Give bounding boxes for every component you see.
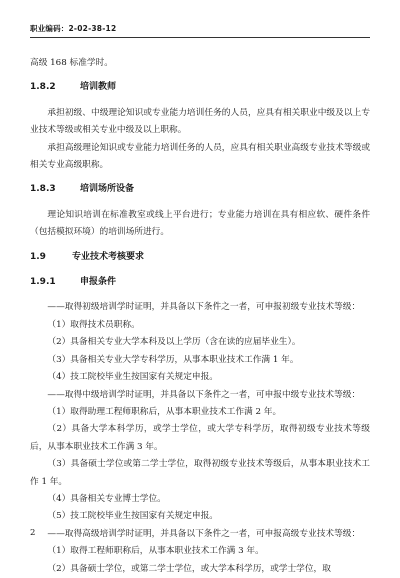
section-heading	[30, 249, 370, 266]
paragraph: （2）具备相关专业大学本科及以上学历（含在读的应届毕业生）。	[47, 337, 301, 348]
section-number: 1.9	[30, 251, 46, 262]
section-title: 培训教师	[80, 82, 117, 93]
page-body	[30, 55, 370, 578]
paragraph: （3）具备硕士学位或第二学士学位，取得初级专业技术等级后，从事本职业技术工作 1 年。	[30, 459, 370, 487]
paragraph: 高级 168 标准学时。	[30, 58, 113, 68]
paragraph: （1）取得工程师职称后，从事本职业技术工作满 3 年。	[47, 546, 264, 557]
header-rule	[30, 37, 370, 38]
paragraph: （2）具备大学本科学历，或学士学位，或大学专科学历，取得初级专业技术等级后，从事本职业技术工作满 3 年。	[30, 424, 370, 452]
paragraph: （1）取得助理工程师职称后，从事本职业技术工作满 2 年。	[47, 406, 282, 417]
section-number: 1.8.3	[30, 184, 56, 195]
paragraph: ——取得高级培训学时证明，并具备以下条件之一者，可申报高级专业技术等级：	[47, 528, 361, 539]
paragraph: （4）具备相关专业博士学位。	[47, 493, 166, 504]
section-heading	[30, 274, 370, 291]
section-heading	[30, 79, 370, 96]
paragraph: 理论知识培训在标准教室或线上平台进行；专业能力培训在具有相应软、硬件条件（包括模拟环境）的培训场所进行。	[30, 209, 370, 238]
paragraph: （5）技工院校毕业生按国家有关规定申报。	[47, 511, 218, 522]
paragraph: （4）技工院校毕业生按国家有关规定申报。	[47, 372, 218, 383]
section-title: 申报条件	[80, 277, 117, 288]
paragraph: （2）具备硕士学位，或第二学士学位，或大学本科学历，或学士学位，取	[47, 563, 331, 574]
paragraph: ——取得中级培训学时证明，并具备以下条件之一者，可申报中级专业技术等级：	[47, 389, 361, 400]
paragraph: 承担高级理论知识或专业能力培训任务的人员，应具有相关职业高级专业技术等级或相关专业高级职称。	[30, 142, 370, 171]
section-title: 专业技术考核要求	[72, 251, 145, 262]
occupation-code-header: 职业编码：2-02-38-12	[30, 24, 117, 33]
section-heading	[30, 181, 370, 198]
section-number: 1.9.1	[30, 277, 56, 288]
paragraph: （3）具备相关专业大学专科学历，从事本职业技术工作满 1 年。	[47, 354, 299, 365]
section-title: 培训场所设备	[80, 184, 135, 195]
paragraph: （1）取得技术员职称。	[47, 319, 140, 330]
paragraph: ——取得初级培训学时证明，并具备以下条件之一者，可申报初级专业技术等级：	[47, 302, 361, 313]
paragraph: 承担初级、中级理论知识或专业能力培训任务的人员，应具有相关职业中级及以上专业技术等级或相关专业中级及以上职称。	[30, 107, 370, 136]
page-number: 2	[30, 528, 36, 538]
section-number: 1.8.2	[30, 82, 56, 93]
